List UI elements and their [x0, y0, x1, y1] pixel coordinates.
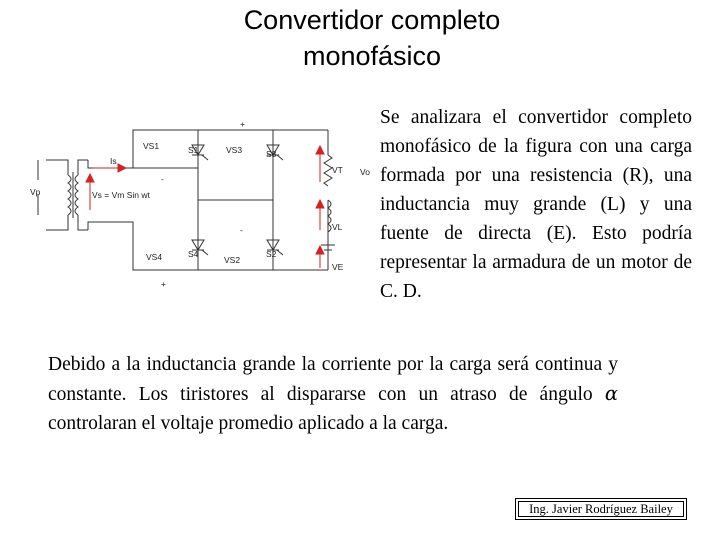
label-ve: VE — [332, 262, 344, 272]
transformer — [38, 160, 88, 230]
minus-sign: - — [240, 225, 243, 235]
label-vp: Vp — [30, 187, 41, 197]
slide-title — [150, 2, 594, 74]
plus-sign: + — [240, 119, 245, 129]
explanation-text-end: controlaran el voltaje promedio aplicado a la carga. — [48, 413, 449, 434]
converter-circuit-diagram — [28, 100, 368, 300]
explanation-text-start: Debido a la inductancia grande la corriente por la carga será continua y constante. Los tiristores al dispararse con un atraso de ángulo — [48, 354, 618, 405]
author-credit-box — [515, 498, 687, 520]
label-vl: VL — [332, 222, 343, 232]
label-s2: S2 — [266, 249, 277, 259]
alpha-symbol: α — [604, 382, 618, 405]
intro-paragraph: Se analizara el convertidor completo monofásico de la figura con una carga formada por una resistencia (R), una inductancia muy grande (L) y una fuente de directa (E). Esto podría representar la armadura de un motor de C. D. — [380, 107, 692, 302]
label-vs3: VS3 — [226, 145, 243, 155]
author-credit: Ing. Javier Rodríguez Bailey — [529, 502, 673, 516]
explanation-paragraph — [48, 350, 618, 438]
title-line-1: Convertidor completo — [243, 5, 501, 35]
label-vs1: VS1 — [143, 141, 160, 151]
voltage-arrows — [86, 146, 324, 268]
label-s3: S3 — [266, 149, 277, 159]
label-s1: S1 — [188, 145, 199, 155]
minus-sign: - — [161, 174, 164, 184]
label-vt: VT — [332, 165, 343, 175]
title-line-2: monofásico — [302, 41, 442, 71]
load-resistor — [324, 155, 332, 186]
label-vs4: VS4 — [146, 252, 163, 262]
plus-sign: + — [161, 279, 166, 289]
label-is: Is — [110, 156, 117, 166]
label-vs2: VS2 — [224, 255, 241, 265]
label-vs: Vs = Vm Sin wt — [92, 190, 150, 200]
label-s4: S4 — [188, 249, 199, 259]
label-vo: Vo — [360, 167, 370, 177]
